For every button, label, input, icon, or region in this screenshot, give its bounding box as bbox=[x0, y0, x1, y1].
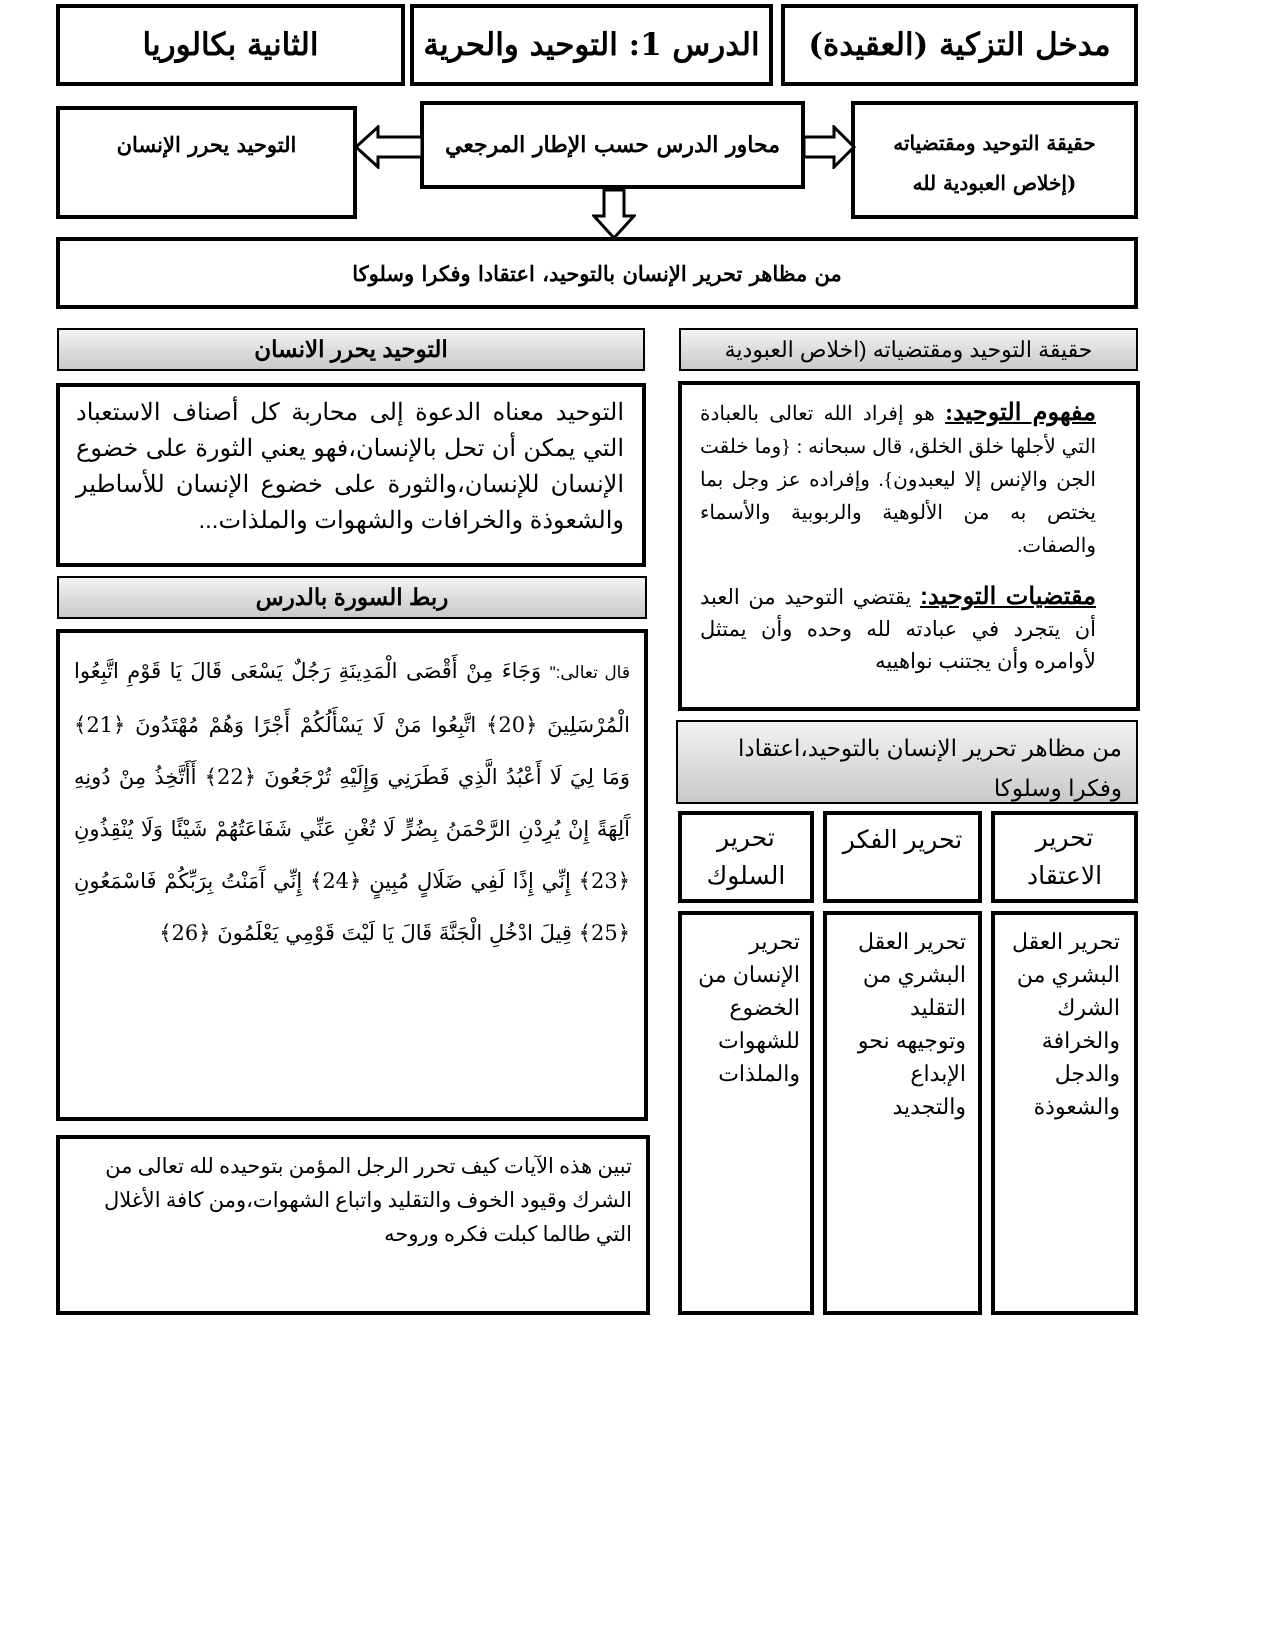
quran-box bbox=[56, 629, 648, 1121]
axis-right-line2: (إخلاص العبودية لله bbox=[912, 171, 1077, 195]
column-body-thought: تحرير العقل البشري من التقليد وتوجيهه نحو الإبداع والتجديد bbox=[823, 911, 982, 1315]
requirements-paragraph bbox=[700, 581, 1096, 678]
module-title-box bbox=[781, 4, 1138, 86]
axis-center-label: محاور الدرس حسب الإطار المرجعي bbox=[445, 132, 780, 158]
axis-right-box bbox=[851, 101, 1138, 219]
arrow-left-icon bbox=[354, 125, 424, 169]
arrow-down-icon bbox=[592, 188, 636, 240]
column-body-behavior: تحرير الإنسان من الخضوع للشهوات والملذات bbox=[678, 911, 814, 1315]
truth-text-box bbox=[678, 381, 1140, 711]
requirements-label: مقتضيات التوحيد: bbox=[919, 583, 1096, 610]
column-title-behavior: تحرير السلوك bbox=[678, 811, 814, 903]
quran-intro: قال تعالى:" bbox=[549, 663, 630, 682]
truth-header: حقيقة التوحيد ومقتضياته (اخلاص العبودية bbox=[679, 328, 1138, 371]
column-title-belief: تحرير الاعتقاد bbox=[991, 811, 1138, 903]
lesson-title: الدرس 1: التوحيد والحرية bbox=[423, 27, 760, 63]
concept-text: هو إفراد الله تعالى بالعبادة التي لأجلها خلق الخلق، قال سبحانه : {وما خلقت الجن والإنس إلا ليعبدون}. وإفراده عز وجل بما يختص به من الألوهية والربوبية والأسماء والصفات. bbox=[700, 403, 1096, 557]
concept-label: مفهوم التوحيد: bbox=[945, 400, 1097, 426]
lesson-title-box bbox=[410, 4, 773, 86]
module-title: مدخل التزكية (العقيدة) bbox=[808, 27, 1111, 63]
column-body-belief: تحرير العقل البشري من الشرك والخرافة والدجل والشعوذة bbox=[991, 911, 1138, 1315]
liberation-header: التوحيد يحرر الانسان bbox=[57, 328, 645, 371]
level-title: الثانية بكالوريا bbox=[142, 27, 319, 63]
axis-left-label: التوحيد يحرر الإنسان bbox=[116, 132, 297, 157]
arrow-right-icon bbox=[802, 125, 856, 169]
liberation-text-box bbox=[56, 383, 646, 567]
summary-text: تبين هذه الآيات كيف تحرر الرجل المؤمن بتوحيده لله تعالى من الشرك وقيود الخوف والتقليد واتباع الشهوات،ومن كافة الأغلال التي طالما كبلت فكره وروحه bbox=[104, 1154, 632, 1246]
surah-header: ربط السورة بالدرس bbox=[57, 576, 647, 619]
axis-bottom-box bbox=[56, 237, 1138, 309]
axis-bottom-label: من مظاهر تحرير الإنسان بالتوحيد، اعتقادا وفكرا وسلوكا bbox=[352, 260, 842, 286]
axis-right-line1: حقيقة التوحيد ومقتضياته bbox=[893, 131, 1096, 155]
requirements-text: يقتضي التوحيد من العبد أن يتجرد في عبادته لله وحده وأن يمتثل لأوامره وأن يجتنب نواهييه bbox=[700, 586, 1096, 673]
quran-verses: وَجَاءَ مِنْ أَقْصَى الْمَدِينَةِ رَجُلٌ يَسْعَى قَالَ يَا قَوْمِ اتَّبِعُوا الْمُرْسَلِينَ ﴿20﴾ اتَّبِعُوا مَنْ لَا يَسْأَلُكُمْ أَجْرًا وَهُمْ مُهْتَدُونَ ﴿21﴾ وَمَا لِيَ لَا أَعْبُدُ الَّذِي فَطَرَنِي وَإِلَيْهِ تُرْجَعُونَ ﴿22﴾ أَأَتَّخِذُ مِنْ دُونِهِ آَلِهَةً إِنْ يُرِدْنِ الرَّحْمَنُ بِضُرٍّ لَا تُغْنِ عَنِّي شَفَاعَتُهُمْ شَيْئًا وَلَا يُنْقِذُونِ ﴿23﴾ إِنِّي إِذًا لَفِي ضَلَالٍ مُبِينٍ ﴿24﴾ إِنِّي آَمَنْتُ بِرَبِّكُمْ فَاسْمَعُونِ ﴿25﴾ قِيلَ ادْخُلِ الْجَنَّةَ قَالَ يَا لَيْتَ قَوْمِي يَعْلَمُونَ ﴿26﴾ bbox=[74, 659, 630, 945]
axis-center-box bbox=[420, 101, 805, 189]
level-title-box bbox=[56, 4, 405, 86]
liberation-text: التوحيد معناه الدعوة إلى محاربة كل أصناف الاستعباد التي يمكن أن تحل بالإنسان،فهو يعني الثورة على خضوع الإنسان للإنسان،والثورة على خضوع الإنسان للأساطير والشعوذة والخرافات والشهوات والملذات... bbox=[76, 399, 624, 534]
axis-left-box bbox=[56, 106, 357, 219]
concept-paragraph bbox=[700, 397, 1096, 563]
manifest-header: من مظاهر تحرير الإنسان بالتوحيد،اعتقادا وفكرا وسلوكا bbox=[676, 720, 1138, 804]
column-title-thought: تحرير الفكر bbox=[823, 811, 982, 903]
summary-box bbox=[56, 1135, 650, 1315]
